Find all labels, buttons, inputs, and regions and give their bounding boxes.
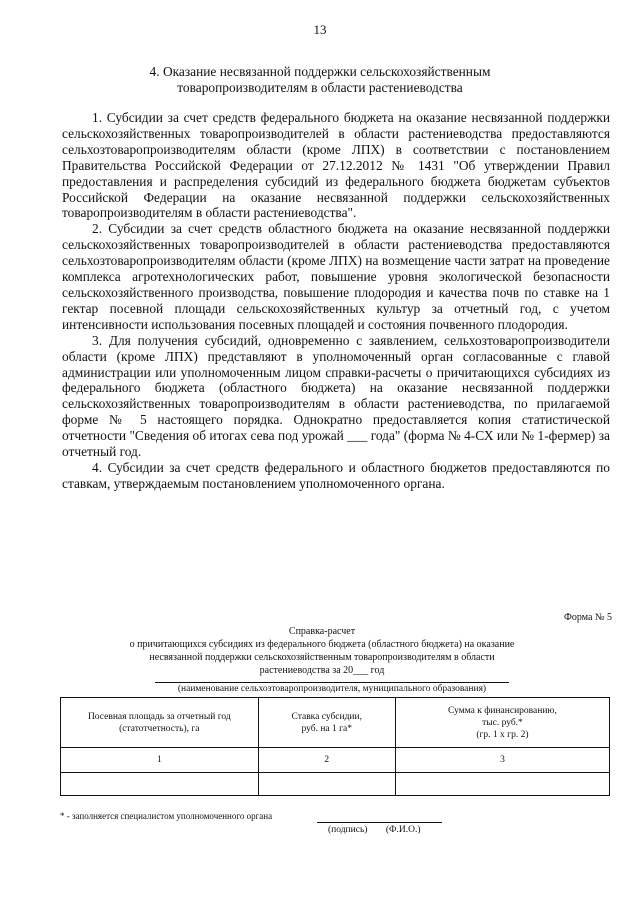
table-header-row [61, 698, 610, 748]
column-number: 2 [258, 748, 395, 773]
signature-caption: (подпись) [328, 825, 368, 835]
section-heading [60, 64, 580, 96]
signature-labels [328, 825, 437, 835]
form-number-label: Форма № 5 [564, 612, 612, 623]
column-header-sum [395, 698, 609, 748]
paragraph-1: 1. Субсидии за счет средств федерального бюджета на оказание несвязанной поддержки сельскохозяйственных товаропроизводителей в области растениеводства предоставляются сельхозтоваропроизводителям области (кроме ЛПХ) в соответствии с постановлением Правительства Российской Федерации от 27.12.2012 № 1431 "Об утверждении Правил предоставления и распределения субсидий из федерального бюджета бюджетам субъектов Российской Федерации на оказание несвязанной поддержки сельскохозяйственных товаропроизводителям в области растениеводства". [62, 110, 610, 221]
column-header-area [61, 698, 259, 748]
section-heading-line-2: товаропроизводителям в области растениеводства [177, 80, 463, 95]
table-cell-empty [395, 773, 609, 796]
document-body [62, 110, 610, 492]
paragraph-4: 4. Субсидии за счет средств федерального и областного бюджетов предоставляются по ставкам, утверждаемым постановлением уполномоченного органа. [62, 459, 610, 491]
paragraph-3: 3. Для получения субсидий, одновременно с заявлением, сельхозтоваропроизводители области (кроме ЛПХ) представляют в уполномоченный орган согласованные с главой администрации или уполномоченным лицом справки-расчеты о причитающихся субсидиях из федерального бюджета (областного бюджета) на оказание несвязанной поддержки сельскохозяйственных товаропроизводителям в области растениеводства, по прилагаемой форме № 5 настоящего порядка. Однократно предоставляется копия статистической отчетности "Сведения об итогах сева под урожай ___ года" (форма № 4-СХ или № 1-фермер) за отчетный год. [62, 332, 610, 460]
column-header-area-line-2: (статотчетность), га [119, 723, 200, 734]
footnote: * - заполняется специалистом уполномоченного органа [60, 811, 273, 821]
column-header-rate [258, 698, 395, 748]
column-number: 1 [61, 748, 259, 773]
column-header-sum-line-1: Сумма к финансированию, [447, 705, 557, 716]
column-number: 3 [395, 748, 609, 773]
signature-line [317, 822, 442, 823]
form-title: Справка-расчет [288, 626, 356, 637]
form-subtitle-line-2: несвязанной поддержки сельскохозяйственным товаропроизводителям в области [149, 652, 495, 663]
form-title-block [60, 625, 584, 677]
subsidy-table [60, 697, 610, 796]
paragraph-2: 2. Субсидии за счет средств областного бюджета на оказание несвязанной поддержки сельскохозяйственных товаропроизводителей в области растениеводства предоставляются сельхозтоваропроизводителям области (кроме ЛПХ) на возмещение части затрат на проведение комплекса агротехнологических работ, повышение уровня экологической безопасности сельскохозяйственного производства, повышение плодородия и качества почв по ставке на 1 гектар посевной площади сельскохозяйственных культур за отчетный год, с учетом интенсивности использования посевных площадей и состояния почвенного плодородия. [62, 221, 610, 332]
page-number: 13 [313, 22, 327, 37]
column-header-sum-line-3: (гр. 1 х гр. 2) [476, 729, 529, 740]
column-header-rate-line-2: руб. на 1 га* [301, 723, 352, 734]
table-row-empty [61, 773, 610, 796]
table-row [61, 748, 610, 773]
table-cell-empty [61, 773, 259, 796]
section-heading-line-1: 4. Оказание несвязанной поддержки сельскохозяйственным [149, 64, 491, 79]
table-cell-empty [258, 773, 395, 796]
org-name-caption: (наименование сельхозтоваропроизводителя, муниципального образования) [177, 684, 487, 694]
column-header-rate-line-1: Ставка субсидии, [291, 711, 362, 722]
form-subtitle-line-1: о причитающихся субсидиях из федерального бюджета (областного бюджета) на оказание [129, 639, 515, 650]
full-name-caption: (Ф.И.О.) [385, 825, 421, 835]
column-header-area-line-1: Посевная площадь за отчетный год [87, 711, 231, 722]
org-name-line [155, 682, 509, 683]
form-subtitle-line-3: растениеводства за 20___ год [259, 665, 385, 676]
column-header-sum-line-2: тыс. руб.* [482, 717, 523, 728]
